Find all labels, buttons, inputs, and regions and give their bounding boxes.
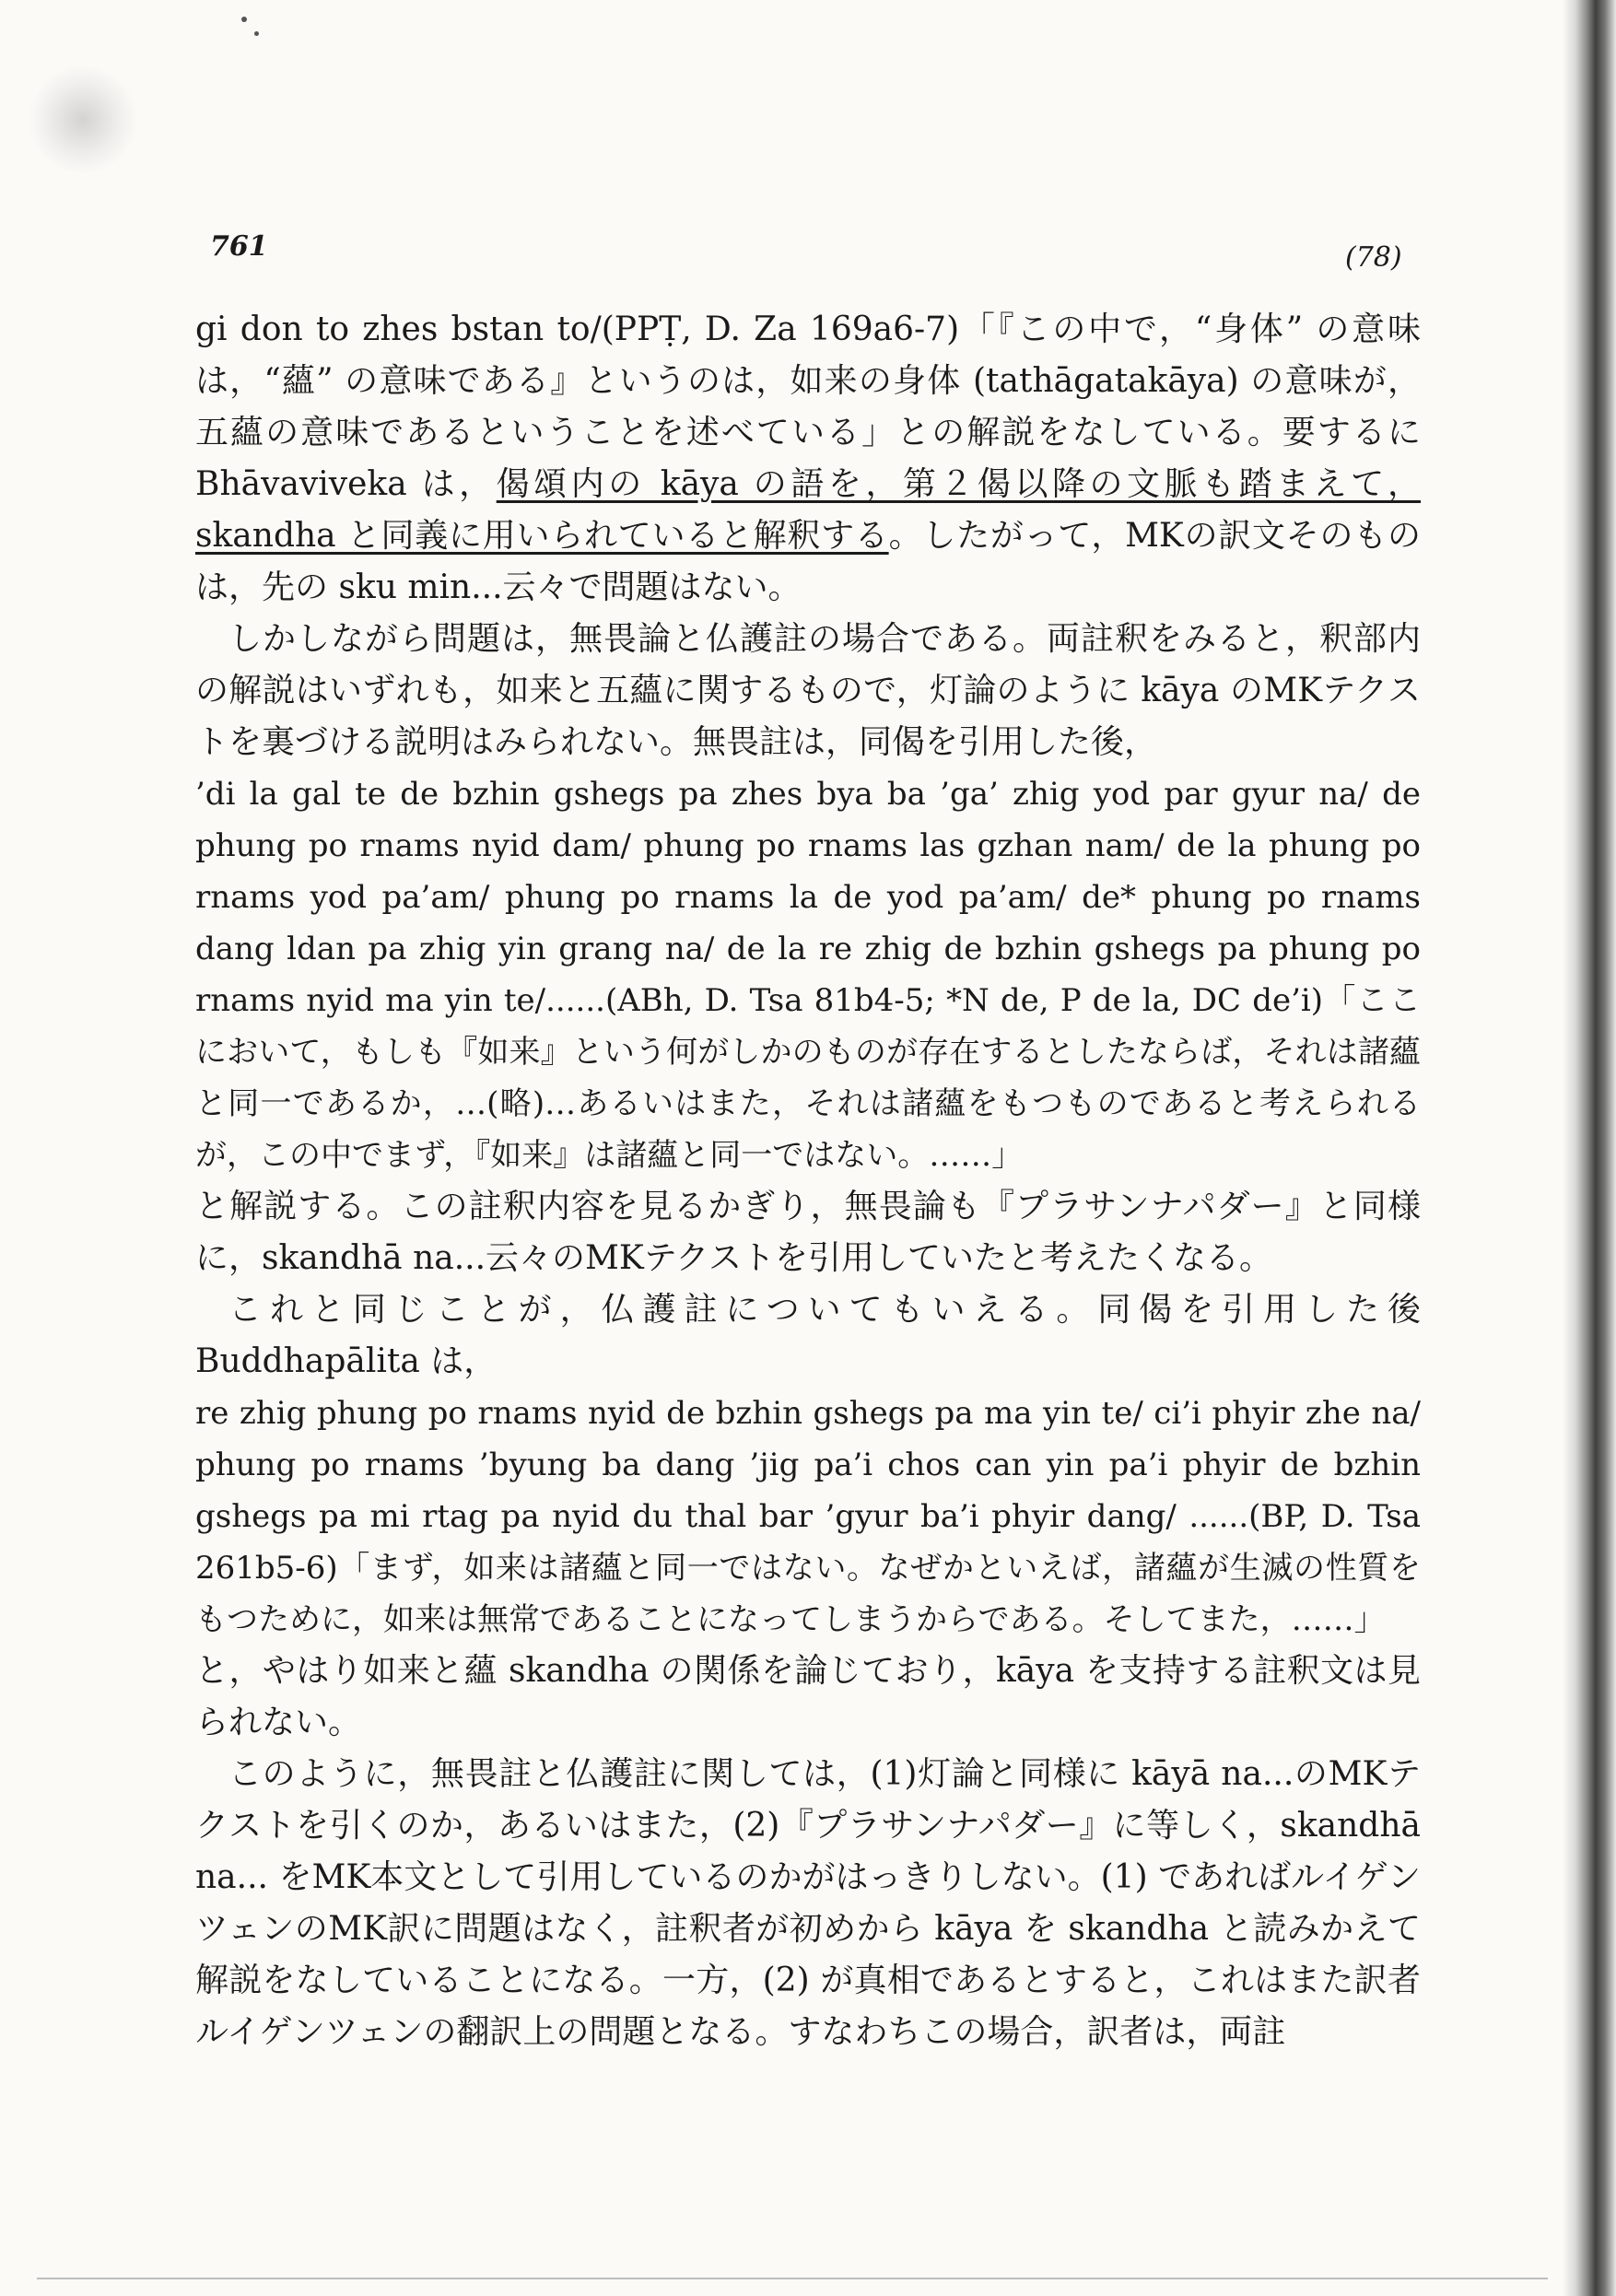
body-text: [195, 304, 1421, 2058]
paragraph-1-text-a: gi don to zhes bstan to/(PPṬ, D. Za 169a6-7)「『この中で，“身体” の意味は，“蘊” の意味である』というのは，如来の身体 (tathāgatakāya) の意味が，五蘊の意味であるということを述べている」との解説をなしている。要するに Bhāvaviveka は，: [195, 310, 1421, 503]
quote-abhayanama: ’di la gal te de bzhin gshegs pa zhes bya ba ’ga’ zhig yod par gyur na/ de phung po rnams nyid dam/ phung po rnams las gzhan nam/ de la phung po rnams yod pa’am/ phung po rnams la de yod pa’am/ de* phung po rnams dang ldan pa zhig yin grang na/ de la re zhig de bzhin gshegs pa phung po rnams nyid ma yin te/......(ABh, D. Tsa 81b4-5; *N de, P de la, DC de’i)「ここにおいて，もしも『如来』という何がしかのものが存在するとしたならば，それは諸蘊と同一であるか，…(略)…あるいはまた，それは諸蘊をもつものであると考えられるが，この中でまず，『如来』は諸蘊と同一ではない。……」: [195, 776, 1421, 1174]
paragraph-2: しかしながら問題は，無畏論と仏護註の場合である。両註釈をみると，釈部内の解説はいずれも，如来と五蘊に関するもので，灯論のように kāya のMKテクストを裏づける説明はみられない。無畏註は，同偈を引用した後，: [195, 620, 1421, 761]
scan-speck: [241, 17, 247, 22]
paragraph-1: [195, 304, 1421, 614]
scan-bottom-line: [37, 2278, 1548, 2279]
paragraph-1-text-b: 。したがって，MKの訳文そのものは，先の sku min...云々で問題はない。: [195, 517, 1421, 606]
paragraph-6: このように，無畏註と仏護註に関しては，(1)灯論と同様に kāyā na...のMKテクストを引くのか，あるいはまた，(2)『プラサンナパダー』に等しく，skandhā na... をMK本文として引用しているのかがはっきりしない。(1) であればルイゲンツェンのMK訳に問題はなく，註釈者が初めから kāya を skandha と読みかえて解説をなしていることになる。一方，(2) が真相であるとすると，これはまた訳者ルイゲンツェンの翻訳上の問題となる。すなわちこの場合，訳者は，両註: [195, 1755, 1421, 2051]
paragraph-3: と解説する。この註釈内容を見るかぎり，無畏論も『プラサンナパダー』と同様に，skandhā na...云々のMKテクストを引用していたと考えたくなる。: [195, 1188, 1421, 1277]
scan-page-edge: [1563, 0, 1616, 2296]
quote-buddhapalita: re zhig phung po rnams nyid de bzhin gshegs pa ma yin te/ ci’i phyir zhe na/ phung po rnams ’byung ba dang ’jig pa’i chos can yin pa’i phyir de bzhin gshegs pa mi rtag pa nyid du thal bar ’gyur ba’i phyir dang/ ......(BP, D. Tsa 261b5-6)「まず，如来は諸蘊と同一ではない。なぜかといえば，諸蘊が生滅の性質をもつために，如来は無常であることになってしまうからである。そしてまた，……」: [195, 1395, 1421, 1638]
scan-blotch: [28, 64, 138, 175]
page-number: 761: [210, 230, 268, 263]
page-number-alt: (78): [1345, 241, 1402, 274]
paragraph-5: と，やはり如来と蘊 skandha の関係を論じており，kāya を支持する註釈文は見られない。: [195, 1652, 1421, 1741]
scan-speck: [254, 31, 259, 36]
underlined-phrase: 偈頌内の kāya の語を，第２偈以降の文脈も踏まえて，skandha と同義に用いられていると解釈する: [195, 465, 1422, 555]
paragraph-4: これと同じことが，仏護註についてもいえる。同偈を引用した後 Buddhapālita は，: [195, 1291, 1421, 1380]
